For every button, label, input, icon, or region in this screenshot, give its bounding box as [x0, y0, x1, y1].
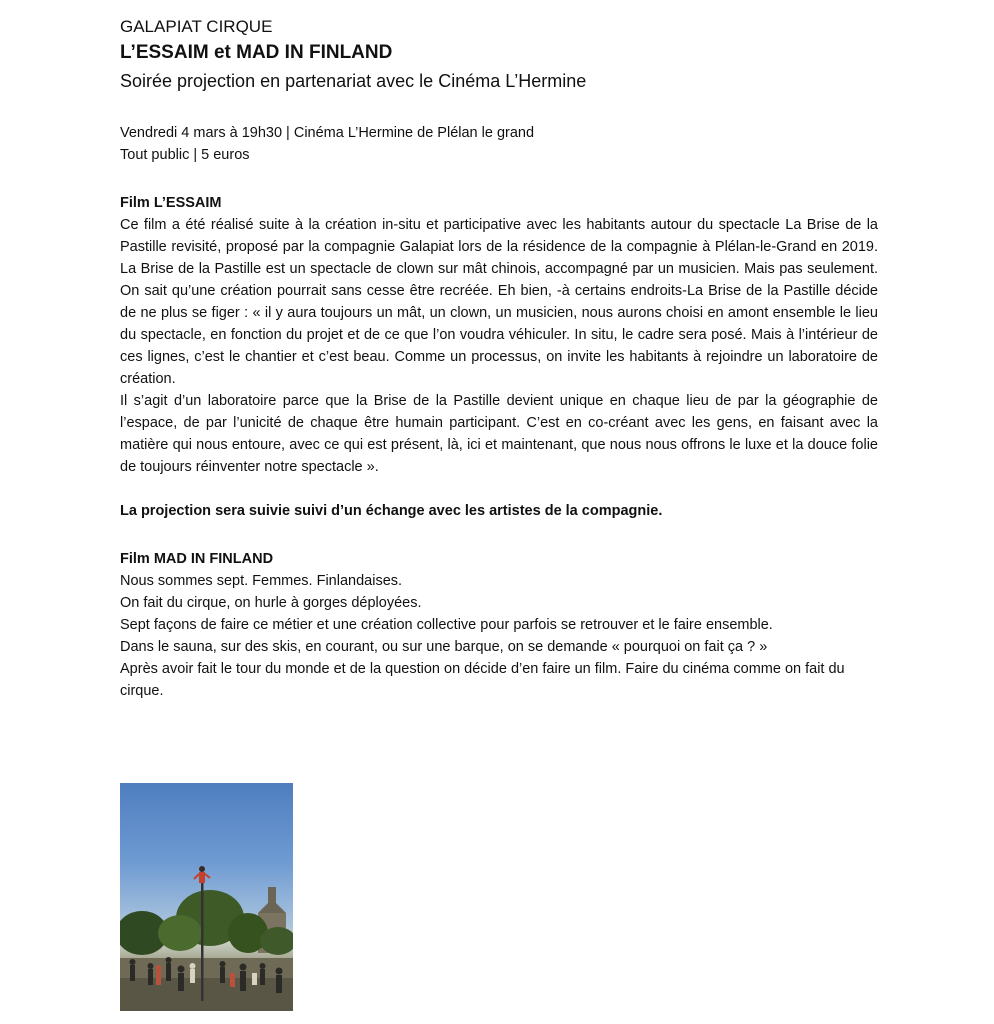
document-content [120, 16, 878, 702]
performance-photo [120, 783, 293, 1011]
event-subtitle: Soirée projection en partenariat avec le Cinéma L’Hermine [120, 71, 587, 91]
film-essaim-paragraph-1: Ce film a été réalisé suite à la création in-situ et participative avec les habitants autour du spectacle La Brise de la Pastille revisité, proposé par la compagnie Galapiat lors de la résidence de la compagnie à Plélan-le-Grand en 2019. La Brise de la Pastille est un spectacle de clown sur mât chinois, accompagné par un musicien. Mais pas seulement. On sait qu’une création pourrait sans cesse être recréée. Eh bien, -à certains endroits-La Brise de la Pastille décide de ne plus se figer : « il y aura toujours un mât, un clown, un musicien, nous aurons choisi en amont ensemble le lieu du spectacle, en fonction du projet et de ce que l’on voudra véhiculer. In situ, le cadre sera posé. Mais à l’intérieur de ces lignes, c’est le chantier et c’est beau. Comme un processus, on invite les habitants à rejoindre un laboratoire de création. [120, 217, 878, 387]
event-title: L’ESSAIM et MAD IN FINLAND [120, 42, 393, 63]
film-mad-line: Dans le sauna, sur des skis, en courant, ou sur une barque, on se demande « pourquoi on fait ça ? » [120, 639, 768, 655]
film-mad-in-finland-heading: Film MAD IN FINLAND [120, 551, 274, 567]
photo-performer-on-pole-icon [120, 783, 293, 1011]
organization-name: GALAPIAT CIRQUE [120, 17, 273, 36]
event-audience-price: Tout public | 5 euros [120, 147, 250, 163]
film-mad-line: On fait du cirque, on hurle à gorges déployées. [120, 595, 422, 611]
event-date-venue: Vendredi 4 mars à 19h30 | Cinéma L’Hermine de Plélan le grand [120, 125, 535, 141]
film-mad-line: Sept façons de faire ce métier et une création collective pour parfois se retrouver et le faire ensemble. [120, 617, 773, 633]
film-essaim-paragraph-2: Il s’agit d’un laboratoire parce que la Brise de la Pastille devient unique en chaque lieu de par la géographie de l’espace, de par l’unicité de chaque être humain participant. C’est en co-créant avec les gens, en faisant avec la matière qui nous entoure, avec ce qui est présent, là, ici et maintenant, que nous nous offrons le luxe et la douce folie de toujours réinventer notre spectacle ». [120, 393, 878, 475]
film-mad-line: Nous sommes sept. Femmes. Finlandaises. [120, 573, 403, 589]
screening-note: La projection sera suivie suivi d’un échange avec les artistes de la compagnie. [120, 503, 663, 519]
film-essaim-heading: Film L’ESSAIM [120, 195, 222, 211]
film-mad-line: Après avoir fait le tour du monde et de la question on décide d’en faire un film. Faire du cinéma comme on fait du cirque. [120, 661, 845, 699]
